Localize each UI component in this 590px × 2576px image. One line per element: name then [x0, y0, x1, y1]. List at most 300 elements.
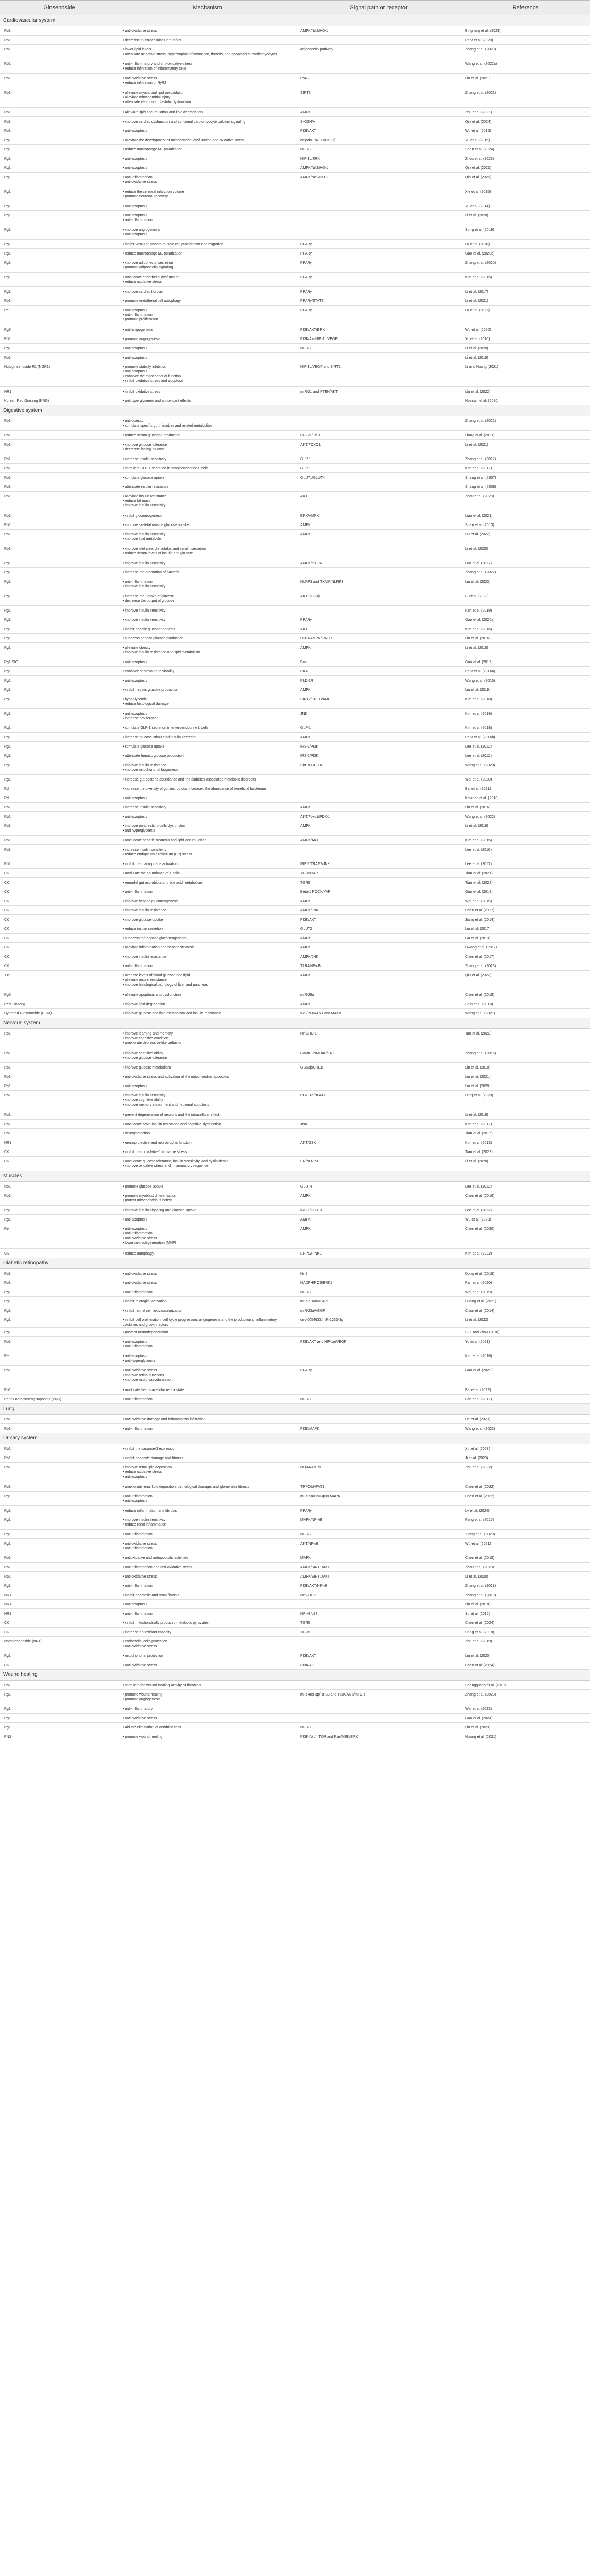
- ginsenoside-cell: Rb1: [0, 1385, 119, 1395]
- ginsenoside-cell: CK: [0, 896, 119, 906]
- signal-path-cell: PPARγ: [296, 258, 461, 273]
- mechanism-item: • ameliorate renal lipid deposition, pathological damage, and glomerular fibrosis: [123, 1485, 292, 1489]
- signal-path-cell: Nrf2/HO-1: [296, 1029, 461, 1048]
- signal-path-cell: RyR2: [296, 74, 461, 88]
- ginsenoside-cell: Rg1: [0, 258, 119, 273]
- mechanism-cell: [119, 59, 296, 74]
- mechanism-item: • anti-inflammation: [123, 1290, 292, 1295]
- mechanism-item: • anti-inflammation: [123, 1532, 292, 1537]
- table-row: [0, 1563, 590, 1572]
- ginsenoside-cell: Rg1: [0, 624, 119, 634]
- mechanism-cell: [119, 520, 296, 530]
- reference-cell: Qiu et al. (2022): [461, 971, 590, 990]
- reference-cell: Chen et al. (2017): [461, 906, 590, 915]
- reference-cell: Wu et al. (2021): [461, 1539, 590, 1553]
- mechanism-cell: [119, 1444, 296, 1453]
- table-row: [0, 45, 590, 59]
- mechanism-item: • promote wound healing: [123, 1692, 292, 1697]
- signal-path-cell: miR-29a: [296, 990, 461, 999]
- table-row: [0, 657, 590, 667]
- table-row: [0, 36, 590, 45]
- signal-path-cell: AKT/GSK3β: [296, 591, 461, 606]
- mechanism-cell: [119, 990, 296, 999]
- reference-cell: Tian et al. (2015): [461, 1129, 590, 1138]
- section-row: [0, 1433, 590, 1444]
- signal-path-cell: [296, 1444, 461, 1453]
- table-row: [0, 1681, 590, 1690]
- reference-cell: Yu et al. (2021): [461, 1337, 590, 1351]
- mechanism-cell: [119, 1138, 296, 1147]
- reference-cell: Li et al. (2018): [461, 643, 590, 657]
- mechanism-cell: [119, 915, 296, 924]
- signal-path-cell: TGR5: [296, 1618, 461, 1628]
- mechanism-item: • increase gut bacteria abundance and the diabetes-associated metabolic disorders: [123, 777, 292, 782]
- reference-cell: Bai et al. (2022): [461, 1385, 590, 1395]
- signal-path-cell: MAPK/NF-κB: [296, 1515, 461, 1530]
- table-row: [0, 59, 590, 74]
- mechanism-cell: [119, 396, 296, 405]
- ginsenoside-cell: CK: [0, 1628, 119, 1637]
- table-row: [0, 1048, 590, 1063]
- mechanism-item: • alleviate inflammation and hepatic steatosis: [123, 945, 292, 950]
- table-row: [0, 1249, 590, 1258]
- mechanism-item: • anti-oxidative stress: [123, 1236, 292, 1241]
- table-row: [0, 1157, 590, 1171]
- mechanism-cell: [119, 416, 296, 431]
- mechanism-cell: [119, 530, 296, 544]
- ginsenoside-cell: T19: [0, 971, 119, 990]
- signal-path-cell: AMPK: [296, 530, 461, 544]
- header-row: [0, 1, 590, 15]
- signal-path-cell: PPARγ: [296, 273, 461, 287]
- signal-path-cell: NF-κB: [296, 344, 461, 353]
- mechanism-item: • alleviate insulin resistance: [123, 978, 292, 982]
- mechanism-item: • reduce fat mass: [123, 499, 292, 503]
- table-row: [0, 1539, 590, 1553]
- reference-cell: Li et al. (2017): [461, 287, 590, 296]
- mechanism-item: • enhance the mitochondrial function: [123, 374, 292, 379]
- mechanism-cell: [119, 1482, 296, 1492]
- mechanism-cell: [119, 173, 296, 187]
- reference-cell: Lu et al. (2016): [461, 240, 590, 249]
- ginsenoside-cell: Rg1: [0, 1306, 119, 1315]
- signal-path-cell: IRS-1/PI3K: [296, 742, 461, 751]
- reference-cell: Wu et al. (2020): [461, 325, 590, 334]
- reference-cell: Luo et al. (2017): [461, 558, 590, 568]
- ginsenoside-cell: Rg1: [0, 201, 119, 211]
- reference-cell: Liu et al. (2023): [461, 1723, 590, 1732]
- table-row: [0, 163, 590, 173]
- signal-path-cell: [296, 1600, 461, 1609]
- reference-cell: Li et al. (2020): [461, 344, 590, 353]
- reference-cell: Lv et al. (2024): [461, 1506, 590, 1515]
- ginsenoside-cell: Rg1: [0, 733, 119, 742]
- mechanism-cell: [119, 1628, 296, 1637]
- signal-path-cell: [296, 482, 461, 492]
- mechanism-cell: [119, 1515, 296, 1530]
- reference-cell: Wu et al. (2020): [461, 1215, 590, 1224]
- table-row: [0, 676, 590, 685]
- signal-path-cell: TGR5: [296, 878, 461, 887]
- section-title: Wound healing: [0, 1670, 590, 1681]
- reference-cell: Qin et al. (2021): [461, 173, 590, 187]
- mechanism-item: • anti-inflammation: [123, 890, 292, 894]
- reference-cell: Shin et al. (2018): [461, 999, 590, 1009]
- mechanism-item: • anti-inflammation: [123, 175, 292, 180]
- ginsenoside-cell: Rg1: [0, 709, 119, 723]
- ginsenoside-cell: Rb1: [0, 296, 119, 306]
- mechanism-item: • improve glucose tolerance: [123, 1056, 292, 1060]
- ginsenoside-cell: Rb1: [0, 1424, 119, 1433]
- reference-cell: Liu et al. (2021): [461, 1072, 590, 1081]
- mechanism-cell: [119, 108, 296, 117]
- table-row: [0, 1651, 590, 1660]
- mechanism-item: • mitochondrial protection: [123, 1654, 292, 1658]
- ginsenoside-cell: Rg1: [0, 1581, 119, 1590]
- table-row: [0, 859, 590, 869]
- section-title: Nervous system: [0, 1018, 590, 1029]
- ginsenoside-cell: Rg1: [0, 568, 119, 577]
- mechanism-cell: [119, 1572, 296, 1581]
- mechanism-item: • inhibit cell proliferation, cell cycle progression, angiogenesis and the production of inflammatory cytokines and growth factors: [123, 1318, 292, 1327]
- ginsenoside-cell: Rb1: [0, 1278, 119, 1287]
- ginsenoside-cell: Rg1: [0, 591, 119, 606]
- reference-cell: Song et al. (2019): [461, 225, 590, 240]
- mechanism-item: • anti-oxidative damage and inflammatory infiltration: [123, 1417, 292, 1422]
- header-mechanism: Mechanism: [119, 1, 296, 15]
- table-row: [0, 1029, 590, 1048]
- mechanism-cell: [119, 1660, 296, 1670]
- signal-path-cell: [296, 606, 461, 615]
- mechanism-cell: [119, 344, 296, 353]
- signal-path-cell: AMPK: [296, 934, 461, 943]
- mechanism-cell: [119, 1315, 296, 1328]
- signal-path-cell: [296, 568, 461, 577]
- ginsenoside-cell: Rg1: [0, 1714, 119, 1723]
- ginsenoside-cell: Rb1: [0, 88, 119, 108]
- ginsenoside-cell: Rg1: [0, 273, 119, 287]
- mechanism-item: • anti-apoptosis: [123, 1354, 292, 1359]
- table-row: [0, 803, 590, 812]
- ginsenoside-cell: Rb1: [0, 45, 119, 59]
- ginsenoside-cell: Rb1: [0, 1182, 119, 1191]
- reference-cell: Li et al. (2020): [461, 211, 590, 225]
- signal-path-cell: AKT/NF-κB: [296, 1539, 461, 1553]
- ginsenoside-cell: Rg1: [0, 685, 119, 694]
- mechanism-cell: [119, 1651, 296, 1660]
- mechanism-item: • improve pancreatic β-cells dysfunction: [123, 824, 292, 828]
- reference-cell: Chen et al. (2019): [461, 990, 590, 999]
- reference-cell: Wang et al. (2022): [461, 812, 590, 821]
- mechanism-item: • antihyperglycemic and antioxidant effects: [123, 399, 292, 403]
- signal-path-cell: NF-κB: [296, 1287, 461, 1297]
- table-row: [0, 733, 590, 742]
- signal-path-cell: PPARγ: [296, 240, 461, 249]
- reference-cell: Liu et al. (2017): [461, 924, 590, 934]
- mechanism-item: • suppress hepatic glucose production: [123, 636, 292, 641]
- reference-cell: Zhang et al. (2022): [461, 568, 590, 577]
- table-row: [0, 362, 590, 387]
- signal-path-cell: NADPH/ROS/ERK1: [296, 1278, 461, 1287]
- table-row: [0, 325, 590, 334]
- ginsenoside-cell: Rg1: [0, 173, 119, 187]
- mechanism-item: • anti-obesity: [123, 419, 292, 423]
- signal-path-cell: PI3K/AKT and HIF-1α/VEGF: [296, 1337, 461, 1351]
- table-row: [0, 1081, 590, 1091]
- reference-cell: Zhang et al. (2019): [461, 1590, 590, 1600]
- mechanism-item: • anti-oxidative stress: [123, 1368, 292, 1373]
- mechanism-item: • anti-apoptosis: [123, 815, 292, 819]
- table-row: [0, 887, 590, 896]
- mechanism-cell: [119, 1009, 296, 1018]
- signal-path-cell: S-GSH/A: [296, 117, 461, 126]
- mechanism-item: • reduce histological damage: [123, 702, 292, 706]
- reference-cell: Kovinen et al. (2010): [461, 793, 590, 803]
- mechanism-cell: [119, 1072, 296, 1081]
- table-row: [0, 1424, 590, 1433]
- mechanism-item: • inhibit the caspase-3 expression: [123, 1447, 292, 1451]
- reference-cell: Hossain et al. (2020): [461, 396, 590, 405]
- ginsenoside-cell: Rb1: [0, 416, 119, 431]
- mechanism-item: • anti-apoptosis: [123, 213, 292, 218]
- mechanism-item: • improve insulin sensitivity: [123, 618, 292, 622]
- mechanism-item: • Alleviate lipid accumulation and lipid degradation: [123, 110, 292, 115]
- table-row: [0, 154, 590, 163]
- table-row: [0, 869, 590, 878]
- mechanism-cell: [119, 126, 296, 135]
- mechanism-item: • lower neurodegeneration (MNF): [123, 1241, 292, 1245]
- mechanism-item: • reduce serum levels of insulin and glucose: [123, 551, 292, 556]
- table-row: [0, 1297, 590, 1306]
- mechanism-item: • inhibit oxidative stress and apoptosis: [123, 379, 292, 383]
- table-row: [0, 1714, 590, 1723]
- mechanism-item: • anti-inflammation: [123, 580, 292, 584]
- mechanism-cell: [119, 240, 296, 249]
- ginsenoside-cell: Rb1: [0, 440, 119, 454]
- mechanism-item: • improve lipid metabolism: [123, 537, 292, 541]
- reference-cell: Yu et al. (2016): [461, 135, 590, 145]
- table-row: [0, 1690, 590, 1704]
- reference-cell: Liu et al. (2020): [461, 1081, 590, 1091]
- table-row: [0, 1660, 590, 1670]
- table-row: [0, 1581, 590, 1590]
- signal-path-cell: [296, 396, 461, 405]
- signal-path-cell: AMPK: [296, 1224, 461, 1249]
- reference-cell: Zhou et al. (2023): [461, 154, 590, 163]
- ginsenoside-cell: Rg1: [0, 1515, 119, 1530]
- reference-cell: Fan et al. (2020): [461, 1278, 590, 1287]
- table-row: [0, 751, 590, 760]
- signal-path-cell: [296, 1637, 461, 1651]
- signal-path-cell: AMPK/mTOR: [296, 558, 461, 568]
- table-row: [0, 1063, 590, 1072]
- table-row: [0, 624, 590, 634]
- signal-path-cell: PI3K/AKT/NF-κB: [296, 1581, 461, 1590]
- reference-cell: Kim et al. (2018): [461, 694, 590, 709]
- mechanism-cell: [119, 1424, 296, 1433]
- ginsenoside-cell: Rd: [0, 793, 119, 803]
- ginsenoside-cell: Rb1: [0, 1048, 119, 1063]
- table-row: [0, 1191, 590, 1206]
- mechanism-cell: [119, 624, 296, 634]
- mechanism-cell: [119, 606, 296, 615]
- mechanism-cell: [119, 88, 296, 108]
- mechanism-cell: [119, 1395, 296, 1404]
- mechanism-item: • increase antioxidant capacity: [123, 1630, 292, 1635]
- mechanism-item: • anti-oxidative stress: [123, 180, 292, 184]
- signal-path-cell: [296, 793, 461, 803]
- table-row: [0, 1463, 590, 1482]
- signal-path-cell: AMPK: [296, 108, 461, 117]
- table-row: [0, 1072, 590, 1081]
- table-row: [0, 108, 590, 117]
- reference-cell: Ji et al. (2023): [461, 1453, 590, 1463]
- signal-path-cell: NF-κB: [296, 1530, 461, 1539]
- mechanism-cell: [119, 482, 296, 492]
- table-row: [0, 1732, 590, 1741]
- reference-cell: Hu et al. (2022): [461, 530, 590, 544]
- header-ginsenoside: Ginsenoside: [0, 1, 119, 15]
- reference-cell: Liang et al. (2021): [461, 431, 590, 440]
- ginsenoside-cell: Rb1: [0, 59, 119, 74]
- mechanism-item: • reduce the cerebral infarction volume: [123, 190, 292, 194]
- signal-path-cell: [296, 1328, 461, 1337]
- signal-path-cell: ERK/AMPK: [296, 511, 461, 520]
- mechanism-item: • reduce infiltration of inflammatory cells: [123, 66, 292, 71]
- mechanism-item: • anti-apoptosis: [123, 129, 292, 133]
- reference-cell: Chen et al. (2018): [461, 1553, 590, 1563]
- mechanism-cell: [119, 1581, 296, 1590]
- reference-cell: Tian et al. (2021): [461, 869, 590, 878]
- mechanism-cell: [119, 1463, 296, 1482]
- table-row: [0, 1637, 590, 1651]
- table-row: [0, 1453, 590, 1463]
- mechanism-cell: [119, 1681, 296, 1690]
- signal-path-cell: circ-0054633/miR-1236-3p: [296, 1315, 461, 1328]
- table-row: [0, 1278, 590, 1287]
- mechanism-cell: [119, 558, 296, 568]
- mechanism-item: • alleviate obesity: [123, 646, 292, 650]
- signal-path-cell: [296, 1147, 461, 1157]
- reference-cell: Kim et al. (2015): [461, 273, 590, 287]
- mechanism-cell: [119, 154, 296, 163]
- reference-cell: Liu et al. (2016): [461, 634, 590, 643]
- ginsenoside-cell: Rb1: [0, 36, 119, 45]
- mechanism-item: • alleviate mitochondrial injury: [123, 95, 292, 100]
- section-row: [0, 1018, 590, 1029]
- ginsenoside-cell: Rb1: [0, 511, 119, 520]
- ginsenoside-cell: Rb1: [0, 473, 119, 482]
- ginsenoside-cell: Rg1: [0, 225, 119, 240]
- mechanism-item: • improve insulin sensitivity: [123, 561, 292, 566]
- table-row: [0, 760, 590, 775]
- mechanism-item: • anti-inflammation: [123, 1231, 292, 1236]
- signal-path-cell: AMPK: [296, 1215, 461, 1224]
- mechanism-cell: [119, 1215, 296, 1224]
- signal-path-cell: AMPK: [296, 520, 461, 530]
- reference-cell: Wang et al. (2022): [461, 1424, 590, 1433]
- mechanism-cell: [119, 36, 296, 45]
- signal-path-cell: IRS-1/GLUT4: [296, 1206, 461, 1215]
- reference-cell: Su et al. (2015): [461, 1609, 590, 1618]
- mechanism-cell: [119, 1704, 296, 1714]
- mechanism-cell: [119, 273, 296, 287]
- ginsenoside-cell: Rb1: [0, 1563, 119, 1572]
- reference-cell: Liao et al. (2021): [461, 511, 590, 520]
- reference-cell: Zhou et al. (2020): [461, 492, 590, 511]
- mechanism-item: • neuroprotective and neurotrophic function: [123, 1141, 292, 1145]
- mechanism-cell: [119, 1063, 296, 1072]
- section-row: [0, 1258, 590, 1269]
- mechanism-item: • decrease the output of glucose: [123, 599, 292, 603]
- table-row: [0, 1600, 590, 1609]
- mechanism-cell: [119, 999, 296, 1009]
- mechanism-cell: [119, 431, 296, 440]
- signal-path-cell: PI3K/Akt/HIF-1α/VEGF: [296, 334, 461, 344]
- signal-path-cell: PI3K/AKT: [296, 1660, 461, 1670]
- signal-path-cell: PI3K/AKT: [296, 915, 461, 924]
- mechanism-item: • anti-inflammation and anti-oxidative stress: [123, 1565, 292, 1570]
- mechanism-item: • anti-inflammation: [123, 1494, 292, 1499]
- mechanism-cell: [119, 1506, 296, 1515]
- mechanism-item: • decrease in intracellular Ca²⁺ influx: [123, 38, 292, 43]
- mechanism-item: • anti-apoptosis: [123, 232, 292, 237]
- mechanism-item: • ameliorate endothelial dysfunction: [123, 275, 292, 280]
- reference-cell: Lin et al. (2018): [461, 1600, 590, 1609]
- ginsenoside-cell: Rg1: [0, 694, 119, 709]
- table-row: [0, 126, 590, 135]
- ginsenoside-cell: Rb1: [0, 26, 119, 36]
- reference-cell: Guo et al. (2017): [461, 657, 590, 667]
- mechanism-item: • anti-apoptosis: [123, 346, 292, 351]
- signal-path-cell: PPARγ/STAT3: [296, 296, 461, 306]
- signal-path-cell: [296, 36, 461, 45]
- table-row: [0, 934, 590, 943]
- mechanism-cell: [119, 1029, 296, 1048]
- ginsenoside-cell: Rb1: [0, 1463, 119, 1482]
- table-row: [0, 482, 590, 492]
- signal-path-cell: PPARγ: [296, 1506, 461, 1515]
- signal-path-cell: PPARγ: [296, 306, 461, 325]
- mechanism-item: • improve insulin sensitivity: [123, 584, 292, 589]
- table-row: [0, 225, 590, 240]
- table-row: [0, 961, 590, 971]
- reference-cell: Shang et al. (2007): [461, 473, 590, 482]
- mechanism-item: • promote wound healing: [123, 1735, 292, 1739]
- reference-cell: Lin et al. (2018): [461, 1063, 590, 1072]
- mechanism-item: • alleviate insulin resistance: [123, 494, 292, 499]
- ginsenoside-cell: Rg1: [0, 1690, 119, 1704]
- table-row: [0, 1120, 590, 1129]
- mechanism-item: • stimulate GLP-1 secretion in enteroendocrine L cells: [123, 726, 292, 731]
- mechanism-cell: [119, 187, 296, 201]
- table-row: [0, 1138, 590, 1147]
- mechanism-item: • improve islet size, diet intake, and insulin secretion: [123, 547, 292, 551]
- mechanism-item: • anti-apoptosis: [123, 1084, 292, 1089]
- mechanism-cell: [119, 1328, 296, 1337]
- mechanism-item: • improve insulin resistance: [123, 955, 292, 959]
- signal-path-cell: [296, 1704, 461, 1714]
- mechanism-cell: [119, 934, 296, 943]
- reference-cell: Li et al. (2022): [461, 1315, 590, 1328]
- header-reference: Reference: [461, 1, 590, 15]
- mechanism-cell: [119, 1048, 296, 1063]
- mechanism-cell: [119, 657, 296, 667]
- mechanism-cell: [119, 1224, 296, 1249]
- mechanism-cell: [119, 1110, 296, 1120]
- mechanism-item: • anti-oxidative stress: [123, 1716, 292, 1721]
- reference-cell: Guo et al. (2018): [461, 887, 590, 896]
